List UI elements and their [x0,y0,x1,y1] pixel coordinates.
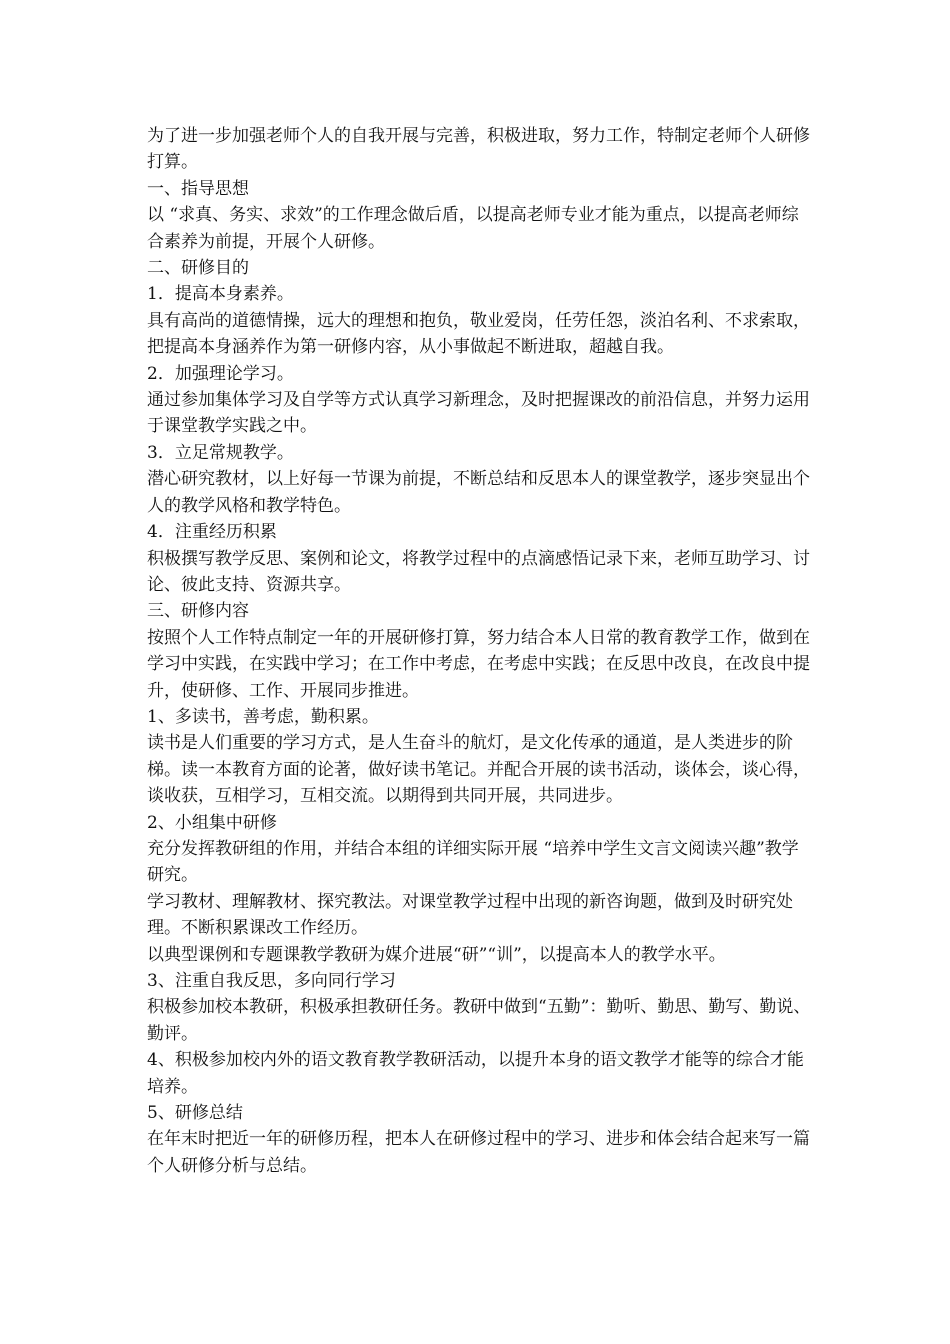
group-study-paragraph-2: 学习教材、理解教材、探究教法。对课堂教学过程中出现的新咨询题，做到及时研究处理。不断积累课改工作经历。 [147,891,793,939]
study-content-paragraph: 按照个人工作特点制定一年的开展研修打算，努力结合本人日常的教育教学工作，做到在学习中实践，在实践中学习；在工作中考虑，在考虑中实践；在反思中改良，在改良中提升，使研修、工作、开展同步推进。 [147,627,810,701]
self-reflection-paragraph: 积极参加校本教研，积极承担教研任务。教研中做到“五勤”：勤听、勤思、勤写、勤说、勤评。 [147,997,811,1044]
item-heading-group-study: 2、小组集中研修 [147,812,277,833]
item-heading-reading: 1、多读书，善考虑，勤积累。 [147,706,379,727]
item-activities-paragraph: 4、积极参加校内外的语文教育教学教研活动，以提升本身的语文教学才能等的综合才能培养。 [147,1050,804,1097]
subheading-theory-study: 2．加强理论学习。 [147,363,294,384]
guiding-thought-paragraph: 以 “求真、务实、求效”的工作理念做后盾，以提高老师专业才能为重点，以提高老师综合素养为前提，开展个人研修。 [147,205,799,252]
item-heading-self-reflection: 3、注重自我反思，多向同行学习 [147,971,396,991]
document-body [147,123,812,1179]
theory-study-paragraph: 通过参加集体学习及自学等方式认真学习新理念，及时把握课改的前沿信息，并努力运用于课堂教学实践之中。 [147,390,810,437]
item-heading-summary: 5、研修总结 [147,1103,243,1124]
section-heading-study-content: 三、研修内容 [147,601,249,622]
subheading-improve-quality: 1．提高本身素养。 [147,284,294,305]
improve-quality-paragraph: 具有高尚的道德情操，远大的理想和抱负，敬业爱岗，任劳任怨，淡泊名利、不求索取，把提高本身涵养作为第一研修内容，从小事做起不断进取，超越自我。 [147,310,810,358]
experience-paragraph: 积极撰写教学反思、案例和论文，将教学过程中的点滴感悟记录下来，老师互助学习、讨论、彼此支持、资源共享。 [147,548,810,595]
summary-paragraph: 在年末时把近一年的研修历程，把本人在研修过程中的学习、进步和体会结合起来写一篇个人研修分析与总结。 [147,1129,810,1176]
group-study-paragraph-1: 充分发挥教研组的作用，并结合本组的详细实际开展 “培养中学生文言文阅读兴趣”教学研究。 [147,838,799,886]
group-study-paragraph-3: 以典型课例和专题课教学教研为媒介进展“研”“训”，以提高本人的教学水平。 [147,944,726,965]
intro-paragraph: 为了进一步加强老师个人的自我开展与完善，积极进取，努力工作，特制定老师个人研修打算。 [147,126,810,173]
reading-paragraph: 读书是人们重要的学习方式，是人生奋斗的航灯，是文化传承的通道，是人类进步的阶梯。读一本教育方面的论著，做好读书笔记。并配合开展的读书活动，谈体会，谈心得，谈收获，互相学习，互相交流。以期得到共同开展，共同进步。 [147,733,810,807]
routine-teaching-paragraph: 潜心研究教材，以上好每一节课为前提，不断总结和反思本人的课堂教学，逐步突显出个人的教学风格和教学特色。 [147,469,810,516]
subheading-experience: 4．注重经历积累 [147,522,277,543]
section-heading-study-purpose: 二、研修目的 [147,258,249,279]
subheading-routine-teaching: 3．立足常规教学。 [147,442,294,463]
section-heading-guiding-thought: 一、指导思想 [147,178,249,199]
